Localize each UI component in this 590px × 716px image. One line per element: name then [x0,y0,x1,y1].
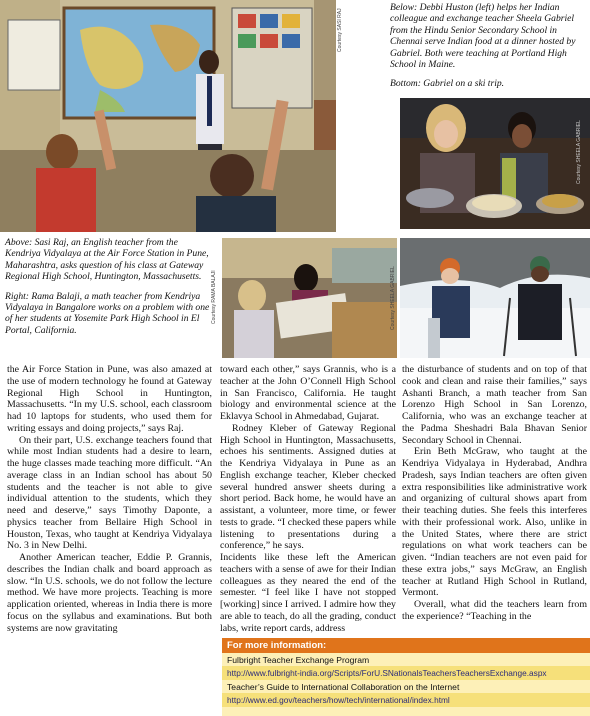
paragraph: the Air Force Station in Pune, was also amazed at the use of modern technology he found at Gateway Regional High School in Huntington, Massachusetts. “In my U.S. school, each classroom had 10 laptops for students, who used them for writing essays and doing projects,” says Raj. [7,364,212,434]
article-column-2 [220,364,396,634]
ski-scene [400,238,590,358]
info-item-title: Teacher’s Guide to International Collaboration on the Internet [227,682,460,692]
math-scene [222,238,397,358]
caption-right-top [390,2,588,98]
article-column-1 [7,364,212,634]
caption-left [5,237,215,344]
more-information-box [222,638,590,716]
paragraph: Erin Beth McGraw, who taught at the Kendriya Vidyalaya in Hyderabad, Andhra Pradesh, says Indian teachers are often given extra responsibilities like administrative work and organizing of cultural shows apart from their teaching duties. She feels this interferes with their professional work. Also, unlike in the United States, where there are strict regulations on what work teachers can be given. “Indian teachers are not even paid for these extra jobs,” says McGraw, an English teacher at Rutland High School in Rutland, Vermont. [402,446,587,599]
paragraph: Another American teacher, Eddie P. Grannis, describes the Indian chalk and board approach as slow. “In U.S. schools, we do not follow the lecture method. We have more projects. Teaching is more application oriented, whereas in India there is more focus on the syllabus and examinations. But both systems are now gravitating [7,552,212,634]
credit-sheela-gabriel: Courtesy SHEELA GABRIEL [576,120,582,184]
info-item-link[interactable]: http://www.ed.gov/teachers/how/tech/international/index.html [222,693,590,707]
paragraph: On their part, U.S. exchange teachers found that while most Indian students had a desire to learn, the huge classes made teaching more difficult. “An average class in an Indian school has about 50 students and the teacher is not able to give individual attention to the students, which they need and deserve,” says Timothy Daponte, a physics teacher from Bellaire High School in Houston, Texas, who taught at Kendriya Vidyalaya No. 3 in New Delhi. [7,434,212,552]
photo-sasi-raj-classroom [0,0,336,232]
credit-sasi-raj: Courtesy SASI RAJ [337,8,343,52]
paragraph: Rodney Kleber of Gateway Regional High School in Huntington, Massachusetts, echoes his sentiments. Assigned duties at the Kendriya Vidyalaya in Pune as an English exchange teacher, Kleber checked several hundred answer sheets during a short period. Back home, he would have an assistant, a volunteer, more time, or fewer tests to grade. “I checked these papers while listening to presentations during a conference,” he says. [220,422,396,552]
paragraph: Incidents like these left the American teachers with a sense of awe for their Indian colleagues as they neared the end of the semester. “I feel like I have not stopped [working] since I arrived. I admire how they are able to teach, do all the grading, conduct labs, write report cards, address [220,552,396,634]
photo-ski-trip [400,238,590,358]
dinner-scene [400,98,590,229]
caption-sasi-raj: Above: Sasi Raj, an English teacher from the Kendriya Vidyalaya at the Air Force Station in Pune, Maharashtra, asks question of his class at Gateway Regional High School, Huntington, Massachusetts. [5,237,209,283]
caption-debbi-huston: Below: Debbi Huston (left) helps her Indian colleague and exchange teacher Sheela Gabriel from the Hindu Senior Secondary School in Chennai serve Indian food at a dinner hosted by Gabriel. Both were teaching at Portland High School in Maine. [390,2,576,71]
paragraph: the disturbance of students and on top of that cook and clean and raise their families,” says Ashanti Branch, a math teacher from San Lorenzo High School in San Lorenzo, California, who was an exchange teacher at the Padma Sheshadri Bala Bhavan Senior Secondary School in Chennai. [402,364,587,446]
photo-serving-indian-food [400,98,590,229]
paragraph: Overall, what did the teachers learn from the experience? “Teaching in the [402,599,587,622]
classroom-scene [0,0,336,232]
info-item-link[interactable]: http://www.fulbright-india.org/Scripts/ForU.SNationalsTeachersTeachersExchange.aspx [222,666,590,680]
credit-sheela-gabriel-ski: Courtesy SHEELA GABRIEL [390,266,396,330]
article-column-3 [402,364,587,623]
credit-rama-balaji: Courtesy RAMA BALAJI [211,270,217,324]
caption-rama-balaji: Right: Rama Balaji, a math teacher from Kendriya Vidyalaya in Bangalore works on a problem with one of her students at Yosemite Park High School in El Portal, California. [5,290,210,336]
more-information-heading: For more information: [222,638,590,653]
caption-ski-trip: Bottom: Gabriel on a ski trip. [390,78,505,90]
paragraph: toward each other,” says Grannis, who is a teacher at the John O’Connell High School in San Francisco, California. He taught biology and environmental science at the Eklavya School in Ahmedabad, Gujarat. [220,364,396,422]
photo-rama-balaji-student [222,238,397,358]
info-item-title: Fulbright Teacher Exchange Program [227,655,370,665]
